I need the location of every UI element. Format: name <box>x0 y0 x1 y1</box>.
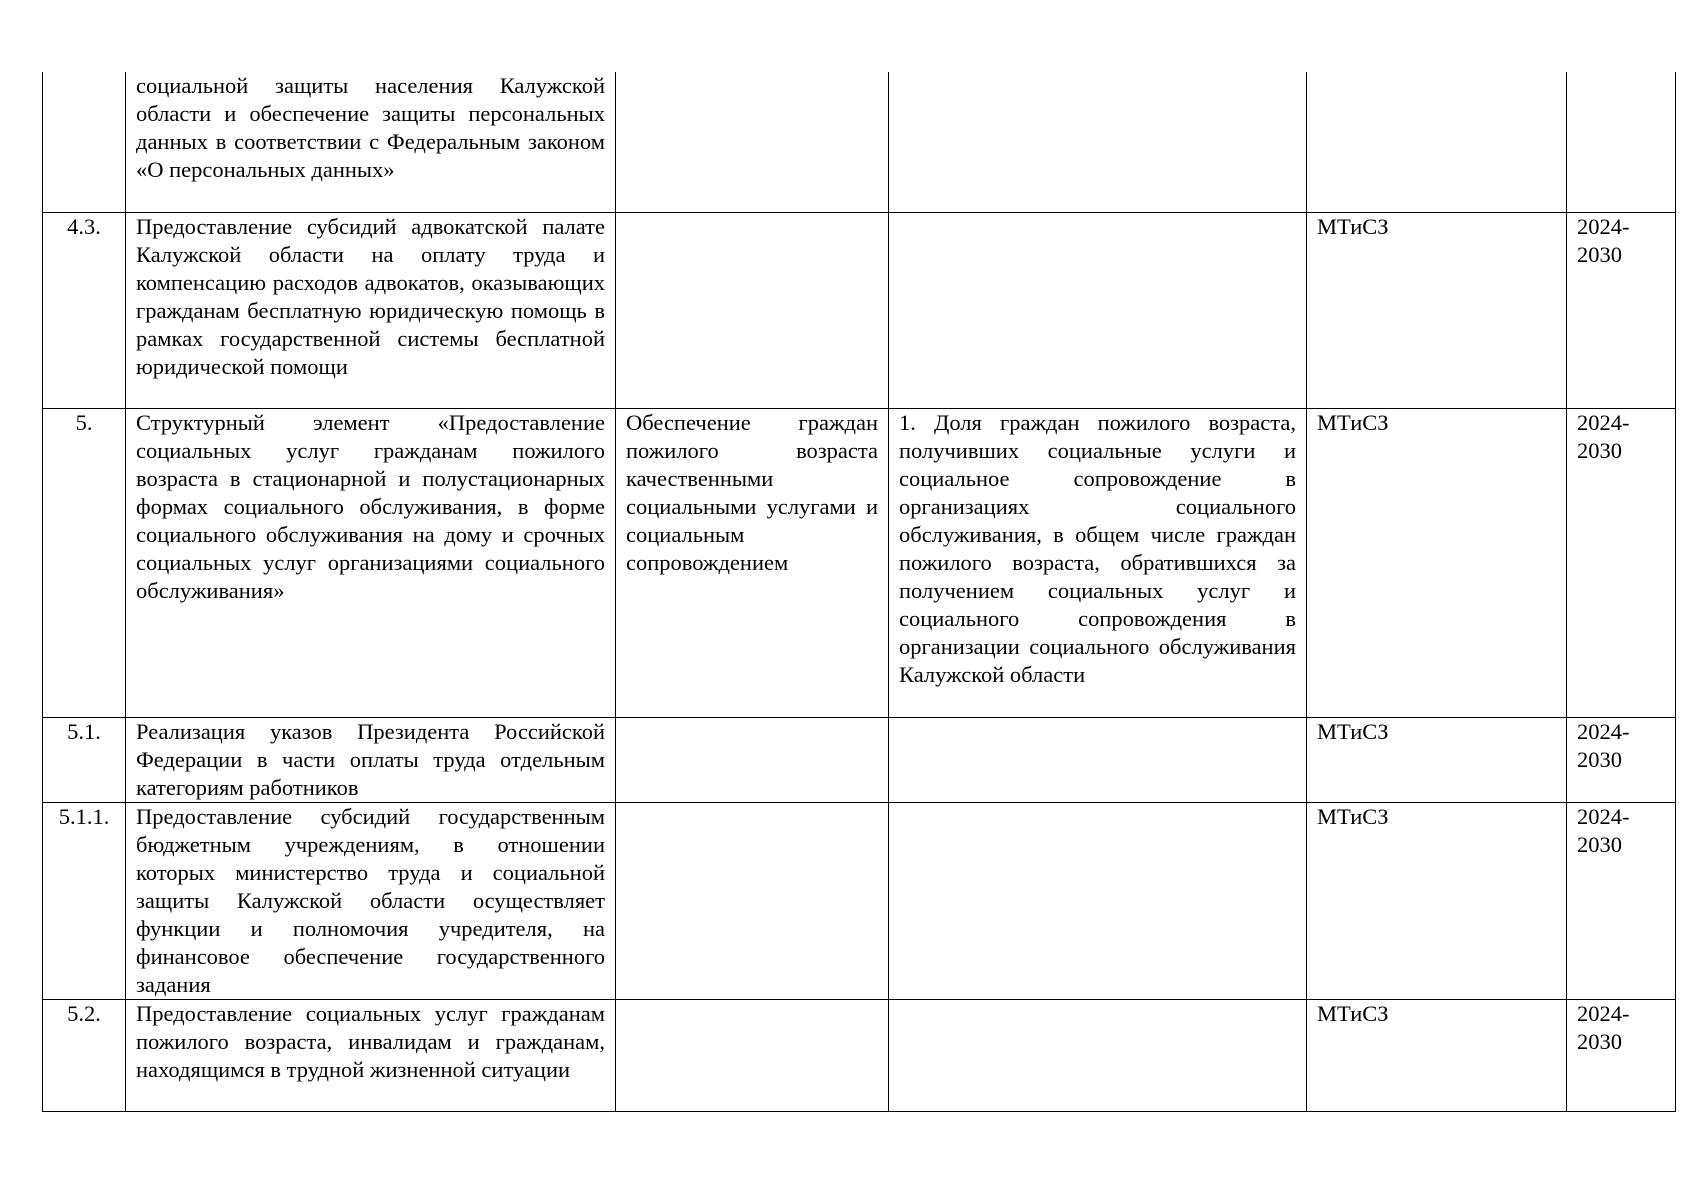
row-period <box>1567 72 1676 212</box>
row-number: 5.1. <box>43 717 126 802</box>
table-row <box>43 999 1676 1111</box>
row-executor: МТиСЗ <box>1307 802 1567 999</box>
row-goal <box>616 212 889 408</box>
row-indicator: 1. Доля граждан пожилого возраста, получивших социальные услуги и социальное сопровождение в организациях социального обслуживания, в общем числе граждан пожилого возраста, обратившихся за получением социальных услуг и социального сопровождения в организации социального обслуживания Калужской области <box>889 408 1307 717</box>
table-row <box>43 408 1676 717</box>
row-period: 2024-2030 <box>1567 408 1676 717</box>
row-goal <box>616 802 889 999</box>
row-number: 5.1.1. <box>43 802 126 999</box>
row-period: 2024-2030 <box>1567 212 1676 408</box>
row-name: Предоставление субсидий адвокатской палате Калужской области на оплату труда и компенсацию расходов адвокатов, оказывающих гражданам бесплатную юридическую помощь в рамках государственной системы бесплатной юридической помощи <box>126 212 616 408</box>
row-number: 4.3. <box>43 212 126 408</box>
row-name: социальной защиты населения Калужской области и обеспечение защиты персональных данных в соответствии с Федеральным законом «О персональных данных» <box>126 72 616 212</box>
table-row <box>43 802 1676 999</box>
row-goal: Обеспечение граждан пожилого возраста качественными социальными услугами и социальным сопровождением <box>616 408 889 717</box>
row-executor: МТиСЗ <box>1307 717 1567 802</box>
row-number: 5. <box>43 408 126 717</box>
row-indicator <box>889 802 1307 999</box>
table-row <box>43 717 1676 802</box>
row-goal <box>616 717 889 802</box>
program-table <box>42 72 1676 1112</box>
row-name: Структурный элемент «Предоставление социальных услуг гражданам пожилого возраста в стационарной и полустационарных формах социального обслуживания, в форме социального обслуживания на дому и срочных социальных услуг организациями социального обслуживания» <box>126 408 616 717</box>
row-executor: МТиСЗ <box>1307 212 1567 408</box>
row-goal <box>616 72 889 212</box>
row-executor: МТиСЗ <box>1307 999 1567 1111</box>
row-executor <box>1307 72 1567 212</box>
table-row <box>43 212 1676 408</box>
row-goal <box>616 999 889 1111</box>
row-indicator <box>889 212 1307 408</box>
row-number: 5.2. <box>43 999 126 1111</box>
row-indicator <box>889 72 1307 212</box>
row-indicator <box>889 999 1307 1111</box>
row-number <box>43 72 126 212</box>
row-indicator <box>889 717 1307 802</box>
row-executor: МТиСЗ <box>1307 408 1567 717</box>
row-period: 2024-2030 <box>1567 717 1676 802</box>
row-name: Предоставление субсидий государственным бюджетным учреждениям, в отношении которых министерство труда и социальной защиты Калужской области осуществляет функции и полномочия учредителя, на финансовое обеспечение государственного задания <box>126 802 616 999</box>
row-period: 2024-2030 <box>1567 802 1676 999</box>
table-row <box>43 72 1676 212</box>
row-name: Реализация указов Президента Российской Федерации в части оплаты труда отдельным категориям работников <box>126 717 616 802</box>
row-period: 2024-2030 <box>1567 999 1676 1111</box>
row-name: Предоставление социальных услуг гражданам пожилого возраста, инвалидам и гражданам, находящимся в трудной жизненной ситуации <box>126 999 616 1111</box>
